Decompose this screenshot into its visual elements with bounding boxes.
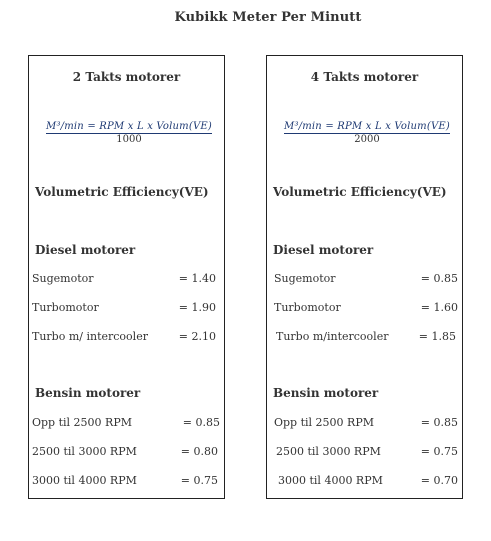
table-row [32,272,220,288]
panel-heading: 4 Takts motorer [310,70,419,84]
row-value: = 1.90 [178,301,216,314]
row-label: Sugemotor [274,272,336,285]
panel-4-takt [266,55,463,499]
row-label: 3000 til 4000 RPM [278,474,383,487]
row-value: = 1.60 [420,301,458,314]
table-row [270,272,458,288]
row-label: 2500 til 3000 RPM [32,445,137,458]
row-value: = 0.85 [182,416,220,429]
row-value: = 0.85 [420,272,458,285]
table-row [32,445,220,461]
bensin-title: Bensin motorer [273,386,379,400]
bensin-title: Bensin motorer [35,386,141,400]
formula [273,114,461,145]
row-label: Turbo m/intercooler [276,330,389,343]
formula-numerator: M³/min = RPM x L x Volum(VE) [46,121,212,132]
formula-denominator: 1000 [116,134,142,145]
row-value: = 1.40 [178,272,216,285]
panel-2-takt [28,55,225,499]
row-value: = 2.10 [178,330,216,343]
row-value: = 0.85 [420,416,458,429]
diesel-title: Diesel motorer [35,243,136,257]
table-row [270,301,458,317]
ve-title: Volumetric Efficiency(VE) [35,185,209,199]
row-label: Opp til 2500 RPM [274,416,374,429]
row-label: Turbomotor [274,301,341,314]
diesel-title: Diesel motorer [273,243,374,257]
panel-heading: 2 Takts motorer [72,70,181,84]
row-label: Sugemotor [32,272,94,285]
ve-title: Volumetric Efficiency(VE) [273,185,447,199]
table-row [270,330,458,346]
row-value: = 0.70 [420,474,458,487]
row-value: = 0.75 [420,445,458,458]
row-label: 3000 til 4000 RPM [32,474,137,487]
formula-numerator: M³/min = RPM x L x Volum(VE) [284,121,450,132]
row-label: Opp til 2500 RPM [32,416,132,429]
table-row [270,416,458,432]
table-row [32,330,220,346]
table-row [32,301,220,317]
row-value: = 0.75 [180,474,218,487]
row-label: Turbomotor [32,301,99,314]
row-label: 2500 til 3000 RPM [276,445,381,458]
formula-denominator: 2000 [354,134,380,145]
table-row [270,474,458,490]
table-row [270,445,458,461]
row-value: = 0.80 [180,445,218,458]
table-row [32,474,220,490]
formula [35,114,223,145]
row-label: Turbo m/ intercooler [32,330,148,343]
table-row [32,416,220,432]
row-value: = 1.85 [418,330,456,343]
page-title: Kubikk Meter Per Minutt [174,10,362,25]
